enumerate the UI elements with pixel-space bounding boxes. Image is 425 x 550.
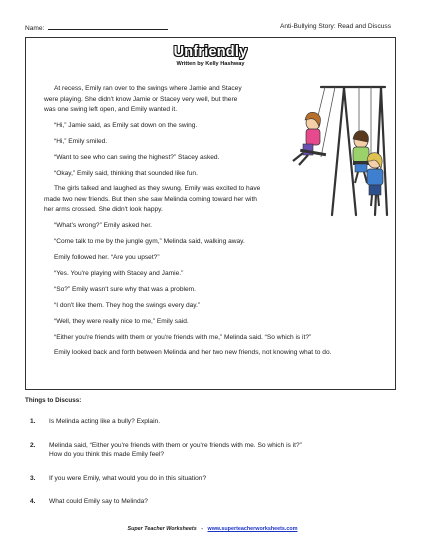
story-paragraph: At recess, Emily ran over to the swings where Jamie and Stacey were playing. She didn't know Jamie or Stacey very well, but there was one swing left open, and Emily wanted it. [44,85,242,113]
name-line [48,23,168,30]
discussion-question [25,441,400,460]
question-text: If you were Emily, what would you do in this situation? [49,474,207,482]
question-text: What could Emily say to Melinda? [49,498,148,506]
story-paragraph: “Come talk to me by the jungle gym,” Melinda said, walking away. [54,238,245,246]
footer-separator: - [201,526,204,532]
story-paragraph: The girls talked and laughed as they swung. Emily was excited to have made two new friends. But then she saw Melinda coming toward her with her arms crossed. She didn't look happy. [44,185,261,214]
question-text-continued: How do you think this made Emily feel? [49,451,165,459]
footer-brand: Super Teacher Worksheets [127,526,197,532]
question-number: 2. [30,441,36,449]
story-body [44,84,389,364]
name-label: Name: [25,25,45,32]
question-number: 4. [30,498,36,506]
story-paragraph: “Want to see who can swing the highest?” Stacey asked. [54,153,220,161]
question-number: 3. [30,474,36,482]
story-paragraph: “Yes. You're playing with Stacey and Jamie.” [54,270,184,278]
story-paragraph: Emily looked back and forth between Melinda and her two new friends, not knowing what to do. [54,349,332,357]
story-paragraph: “Either you're friends with them or you're friends with me,” Melinda said. “So which is it?” [54,333,312,341]
discussion-section [25,397,400,521]
story-byline: Written by Kelly Hashway [176,61,245,67]
name-field [25,23,168,32]
discussion-title: Things to Discuss: [25,397,82,404]
question-number: 1. [30,418,36,425]
question-text: Is Melinda acting like a bully? Explain. [49,418,161,425]
footer [0,526,425,532]
story-paragraph: “Well, they were really nice to me,” Emily said. [54,317,189,325]
story-paragraph: “Okay,” Emily said, thinking that sounded like fun. [54,169,198,177]
discussion-question [25,497,400,507]
story-title: Unfriendly [173,44,248,60]
discussion-question [25,474,400,484]
story-paragraph: “I don't like them. They hog the swings every day.” [54,301,201,309]
story-paragraph: “So?” Emily wasn't sure why that was a problem. [54,285,196,293]
story-box [25,37,396,390]
footer-url-link[interactable]: www.superteacherworksheets.com [207,526,298,532]
story-paragraph: Emily followed her. “Are you upset?” [54,254,160,262]
story-paragraph: “What's wrong?” Emily asked her. [54,222,153,230]
discussion-question [25,417,400,427]
worksheet-subtitle: Anti-Bullying Story: Read and Discuss [279,23,391,30]
story-paragraph: “Hi,” Emily smiled. [54,137,108,145]
story-paragraph: “Hi,” Jamie said, as Emily sat down on the swing. [54,121,198,129]
question-text: Melinda said, “Either you're friends with them or you're friends with me. So which is it?” [49,441,302,449]
